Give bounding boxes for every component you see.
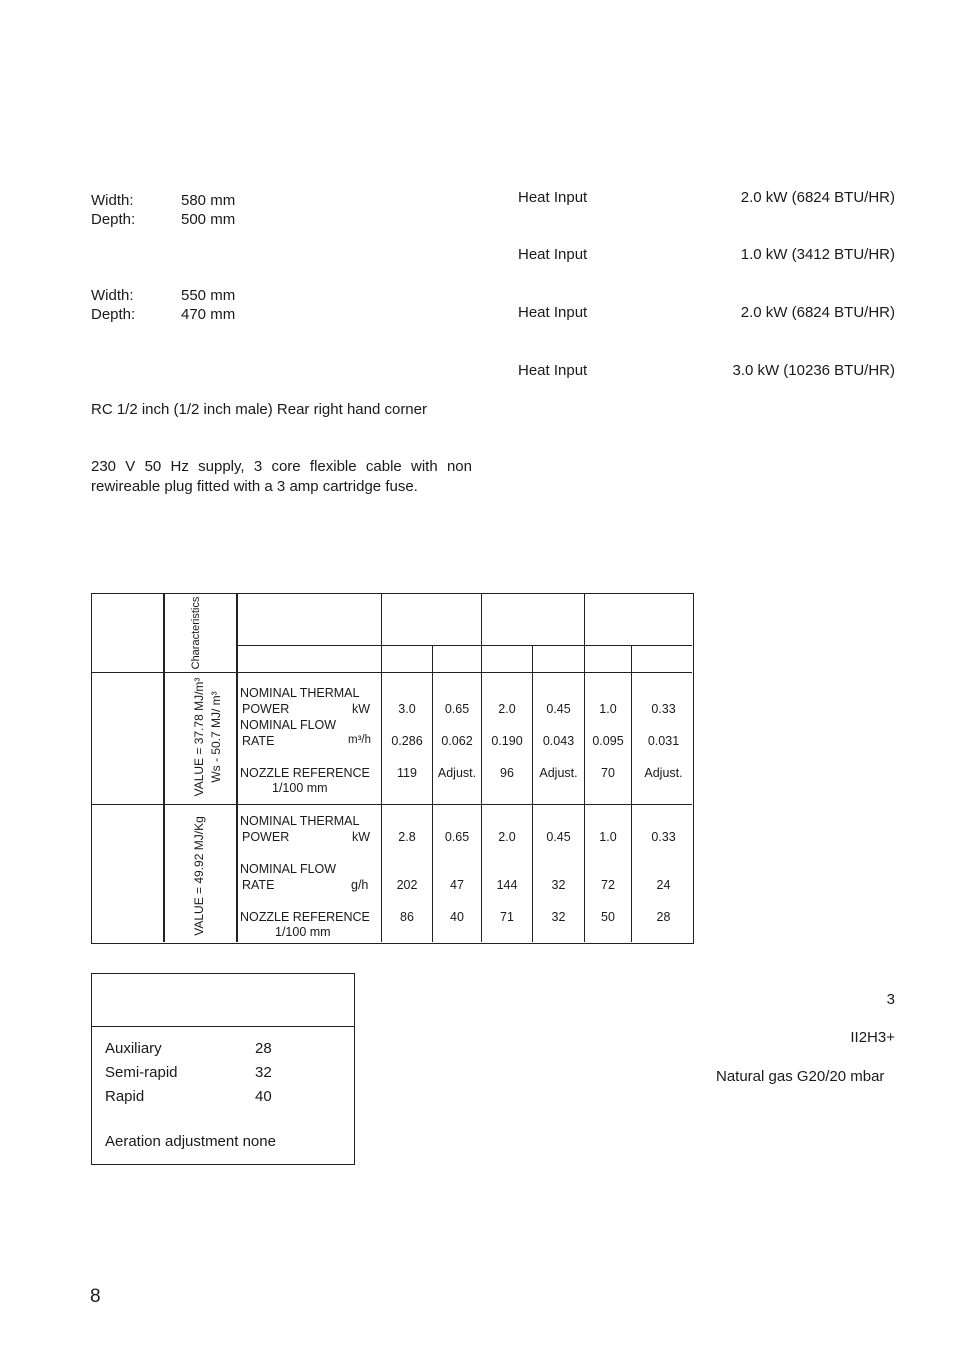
burner-value-1: 28 [255,1040,272,1057]
width-label-2: Width: [91,287,134,304]
electrical-line-1: 230 V 50 Hz supply, 3 core flexible cable with non [91,458,472,475]
heat-input-value-4: 3.0 kW (10236 BTU/HR) [732,362,895,379]
burner-value-2: 32 [255,1064,272,1081]
gas-category: II2H3+ [850,1029,895,1046]
r1-power-6: 0.33 [651,702,676,716]
r2-flow-3: 144 [496,878,518,892]
gas-connection-text: RC 1/2 inch (1/2 inch male) Rear right hand corner [91,401,427,418]
category-value: 3 [886,991,895,1008]
r2-power-1: 2.8 [398,830,416,844]
gas-type: Natural gas G20/20 mbar [716,1068,885,1085]
r1-nominal-flow: NOMINAL FLOW [240,718,337,732]
r2-flow-1: 202 [396,878,418,892]
burner-value-3: 40 [255,1088,272,1105]
page-number: 8 [90,1286,101,1307]
r1-flow-3: 0.190 [491,734,523,748]
r1-kw: kW [352,702,371,716]
heat-input-label-2: Heat Input [518,246,588,263]
heat-input-label-3: Heat Input [518,304,588,321]
r1-nozzle-6: Adjust. [644,766,683,780]
r1-nozzle-2: Adjust. [437,766,477,780]
r2-flow-4: 32 [551,878,566,892]
r1-power-3: 2.0 [498,702,516,716]
r1-power: POWER [242,702,290,716]
r2-power-6: 0.33 [651,830,676,844]
electrical-line-2: rewireable plug fitted with a 3 amp cartridge fuse. [91,478,418,495]
r2-nozzle-3: 71 [500,910,514,924]
heat-input-value-2: 1.0 kW (3412 BTU/HR) [740,246,895,263]
r2-nozzle-5: 50 [601,910,615,924]
r2-nozzle-ref: NOZZLE REFERENCE [240,910,370,924]
burner-name-2: Semi-rapid [105,1064,178,1081]
burner-name-1: Auxiliary [105,1040,162,1057]
r1-power-1: 3.0 [398,702,416,716]
depth-value-2: 470 mm [181,306,236,323]
r2-nominal-flow: NOMINAL FLOW [240,862,337,876]
nozzle-size-box [91,973,355,1165]
characteristics-header: Characteristics [190,596,202,670]
r1-flow-1: 0.286 [391,734,423,748]
r2-flow-5: 72 [601,878,615,892]
gas-characteristics-table [91,593,694,944]
heat-input-value-1: 2.0 kW (6824 BTU/HR) [740,189,895,206]
aeration-text: Aeration adjustment none [105,1133,276,1150]
r2-nominal-thermal: NOMINAL THERMAL [240,814,360,828]
r2-nozzle-4: 32 [551,910,566,924]
r2-power-2: 0.65 [444,830,470,844]
width-value-1: 580 mm [181,192,236,209]
r1-nozzle-3: 96 [500,766,514,780]
r2-flow-2: 47 [450,878,464,892]
r1-nozzle-1: 119 [397,766,417,780]
r2-rate: RATE [242,878,275,892]
r1-nozzle-5: 70 [601,766,615,780]
depth-label-1: Depth: [91,211,136,228]
row1-value-b: Ws - 50.7 MJ/ m³ [209,691,223,783]
r1-flow-4: 0.043 [542,734,575,748]
r1-rate: RATE [242,734,275,748]
r2-power-3: 2.0 [498,830,516,844]
row2-value: VALUE = 49.92 MJ/Kg [192,816,206,936]
r2-nozzle-6: 28 [656,910,671,924]
r2-nozzle-2: 40 [450,910,464,924]
r1-nominal-thermal: NOMINAL THERMAL [240,686,360,700]
r2-flow-6: 24 [656,878,671,892]
r1-nozzle-4: Adjust. [539,766,578,780]
heat-input-label-1: Heat Input [518,189,588,206]
r2-nozzle-1: 86 [400,910,414,924]
heat-input-label-4: Heat Input [518,362,588,379]
row1-value-a: VALUE = 37.78 MJ/m³ [192,677,206,797]
depth-label-2: Depth: [91,306,136,323]
r2-power: POWER [242,830,290,844]
width-value-2: 550 mm [181,287,236,304]
r1-nozzle-unit: 1/100 mm [272,781,328,795]
r1-nozzle-ref: NOZZLE REFERENCE [240,766,370,780]
depth-value-1: 500 mm [181,211,236,228]
r1-power-5: 1.0 [599,702,617,716]
r1-power-2: 0.65 [444,702,470,716]
r2-power-4: 0.45 [546,830,571,844]
r2-nozzle-unit: 1/100 mm [275,925,331,939]
r2-unit: g/h [351,878,369,892]
r1-power-4: 0.45 [546,702,571,716]
r1-flow-6: 0.031 [647,734,680,748]
heat-input-value-3: 2.0 kW (6824 BTU/HR) [740,304,895,321]
burner-name-3: Rapid [105,1088,145,1105]
width-label-1: Width: [91,192,134,209]
r1-flow-2: 0.062 [441,734,473,748]
r2-power-5: 1.0 [599,830,617,844]
r2-kw: kW [352,830,371,844]
r1-unit: m³/h [348,734,371,746]
r1-flow-5: 0.095 [592,734,624,748]
